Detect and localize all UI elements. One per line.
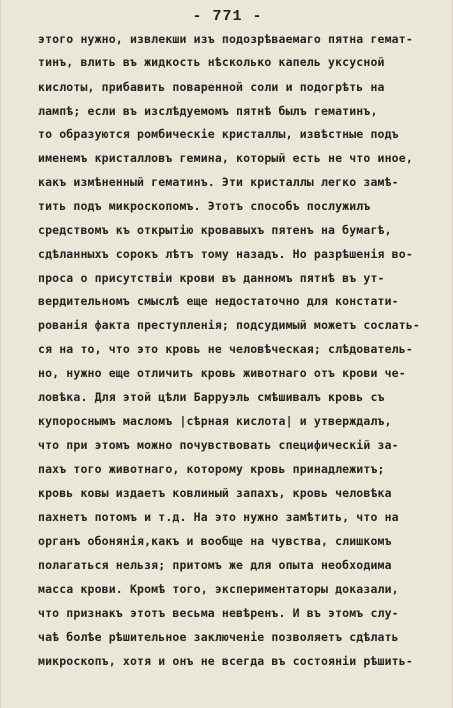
text-line-12: вердительномъ смыслѣ еще недостаточно для констати- <box>38 294 399 308</box>
text-line-6: именемъ кристалловъ гемина, который есть не что иное, <box>38 151 413 165</box>
text-line-21: пахнетъ потомъ и т.д. На это нужно замѣтить, что на <box>38 510 399 524</box>
page-number: - 771 - <box>192 8 263 25</box>
text-line-10: сдѣланныхъ сорокъ лѣтъ тому назадъ. Но разрѣшенія во- <box>38 247 413 261</box>
text-line-14: ся на то, что это кровь не человѣческая; слѣдователь- <box>38 342 413 356</box>
text-line-27: микроскопъ, хотя и онъ не всегда въ состояніи рѣшить- <box>38 654 413 668</box>
text-line-7: какъ измѣненный гематинъ. Эти кристаллы легко замѣ- <box>38 175 399 189</box>
text-line-8: тить подъ микроскопомъ. Этотъ способъ послужилъ <box>38 199 371 213</box>
text-line-19: пахъ того животнаго, которому кровь принадлежитъ; <box>38 462 385 476</box>
text-line-24: масса крови. Кромѣ того, экспериментаторы доказали, <box>38 582 399 596</box>
text-line-20: кровь ковы издаетъ ковлиный запахъ, кровь человѣка <box>38 486 392 500</box>
text-line-11: проса о присутствіи крови въ данномъ пятнѣ въ ут- <box>38 271 385 285</box>
text-line-18: что при этомъ можно почувствовать специфическій за- <box>38 438 399 452</box>
text-line-13: рованія факта преступленія; подсудимый можетъ сослать- <box>38 318 420 332</box>
text-line-5: то образуются ромбическіе кристаллы, извѣстные подъ <box>38 127 399 141</box>
text-line-3: кислоты, прибавить поваренной соли и подогрѣть на <box>38 80 385 94</box>
text-line-23: полагаться нельзя; притомъ же для опыта необходима <box>38 558 392 572</box>
text-line-26: чаѣ болѣе рѣшительное заключеніе позволяетъ сдѣлать <box>38 630 399 644</box>
text-line-2: тинъ, влить въ жидкость нѣсколько капель уксусной <box>38 55 385 69</box>
text-line-22: органъ обонянія,какъ и вообще на чувства, слишкомъ <box>38 534 392 548</box>
text-line-15: но, нужно еще отличить кровь животнаго отъ крови че- <box>38 366 406 380</box>
text-line-17: купороснымъ масломъ |сѣрная кислота| и утверждалъ, <box>38 414 392 428</box>
text-line-4: лампѣ; если въ изслѣдуемомъ пятнѣ былъ гематинъ, <box>38 104 378 118</box>
text-line-16: ловѣка. Для этой цѣли Барруэль смѣшивалъ кровь съ <box>38 390 385 404</box>
text-line-9: средствомъ къ открытію кровавыхъ пятенъ на бумагѣ, <box>38 223 392 237</box>
text-line-1: этого нужно, извлекши изъ подозрѣваемаго пятна гемат- <box>38 32 413 46</box>
text-line-25: что признакъ этотъ весьма невѣренъ. И въ этомъ слу- <box>38 606 399 620</box>
